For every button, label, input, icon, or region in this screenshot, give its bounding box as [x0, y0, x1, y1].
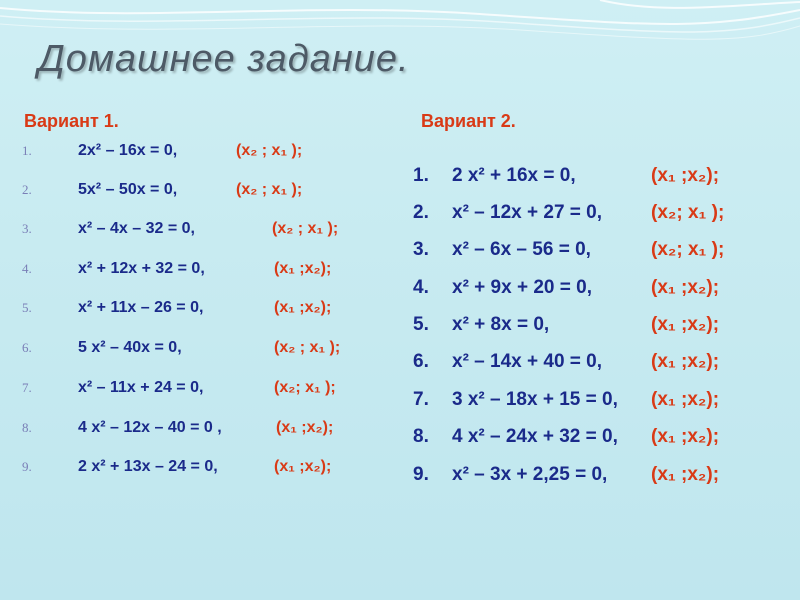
item-number: 9. — [413, 464, 429, 485]
equation: 4 x² – 12x – 40 = 0 , — [78, 419, 222, 436]
answer: (x₁ ;x₂); — [274, 299, 332, 316]
variant-1-heading: Вариант 1. — [24, 111, 119, 131]
item-number: 1. — [413, 165, 429, 186]
equation: x² + 12x + 32 = 0, — [78, 260, 205, 277]
equation: x² – 3x + 2,25 = 0, — [452, 464, 608, 485]
answer: (x₂; x₁ ); — [651, 239, 725, 260]
answer: (x₁ ;x₂); — [274, 260, 332, 277]
answer: (x₂; x₁ ); — [651, 202, 725, 223]
answer: (x₂ ; x₁ ); — [236, 142, 303, 159]
item-number: 7. — [413, 389, 429, 410]
equation: x² – 4x – 32 = 0, — [78, 220, 195, 237]
item-number: 4. — [413, 277, 429, 298]
equation: x² + 9x + 20 = 0, — [452, 277, 592, 298]
equation: 4 x² – 24x + 32 = 0, — [452, 426, 618, 447]
equation: x² – 12x + 27 = 0, — [452, 202, 603, 223]
answer: (x₁ ;x₂); — [651, 165, 720, 186]
equation: 2 x² + 13x – 24 = 0, — [78, 458, 218, 475]
page-title: Домашнее задание. — [38, 38, 410, 80]
answer: (x₁ ;x₂); — [651, 389, 720, 410]
answer: (x₂ ; x₁ ); — [272, 220, 339, 237]
equation: 3 x² – 18x + 15 = 0, — [452, 389, 618, 410]
equation: x² – 14x + 40 = 0, — [452, 351, 603, 372]
equation: x² – 11x + 24 = 0, — [78, 379, 204, 396]
item-number: 3. — [413, 239, 429, 260]
item-number: 3. — [22, 221, 32, 236]
equation: x² – 6x – 56 = 0, — [452, 239, 591, 260]
item-number: 4. — [22, 261, 32, 276]
answer: (x₁ ;x₂); — [651, 314, 720, 335]
answer: (x₂; x₁ ); — [274, 379, 336, 396]
answer: (x₁ ;x₂); — [651, 277, 720, 298]
answer: (x₁ ;x₂); — [276, 419, 334, 436]
item-number: 7. — [22, 380, 32, 395]
equation: x² + 8x = 0, — [452, 314, 550, 335]
item-number: 8. — [413, 426, 429, 447]
answer: (x₁ ;x₂); — [651, 351, 720, 372]
equation: 5x² – 50x = 0, — [78, 181, 178, 198]
equation: 2 x² + 16x = 0, — [452, 165, 576, 186]
item-number: 9. — [22, 459, 32, 474]
equation: x² + 11x – 26 = 0, — [78, 299, 204, 316]
answer: (x₁ ;x₂); — [651, 464, 720, 485]
item-number: 8. — [22, 420, 32, 435]
item-number: 6. — [22, 340, 32, 355]
answer: (x₁ ;x₂); — [274, 458, 332, 475]
item-number: 5. — [413, 314, 429, 335]
item-number: 2. — [22, 182, 32, 197]
variant-2-heading: Вариант 2. — [421, 111, 516, 131]
answer: (x₁ ;x₂); — [651, 426, 720, 447]
answer: (x₂ ; x₁ ); — [236, 181, 303, 198]
item-number: 6. — [413, 351, 429, 372]
item-number: 2. — [413, 202, 429, 223]
answer: (x₂ ; x₁ ); — [274, 339, 341, 356]
equation: 2x² – 16x = 0, — [78, 142, 178, 159]
item-number: 1. — [22, 143, 32, 158]
item-number: 5. — [22, 300, 32, 315]
equation: 5 x² – 40x = 0, — [78, 339, 182, 356]
